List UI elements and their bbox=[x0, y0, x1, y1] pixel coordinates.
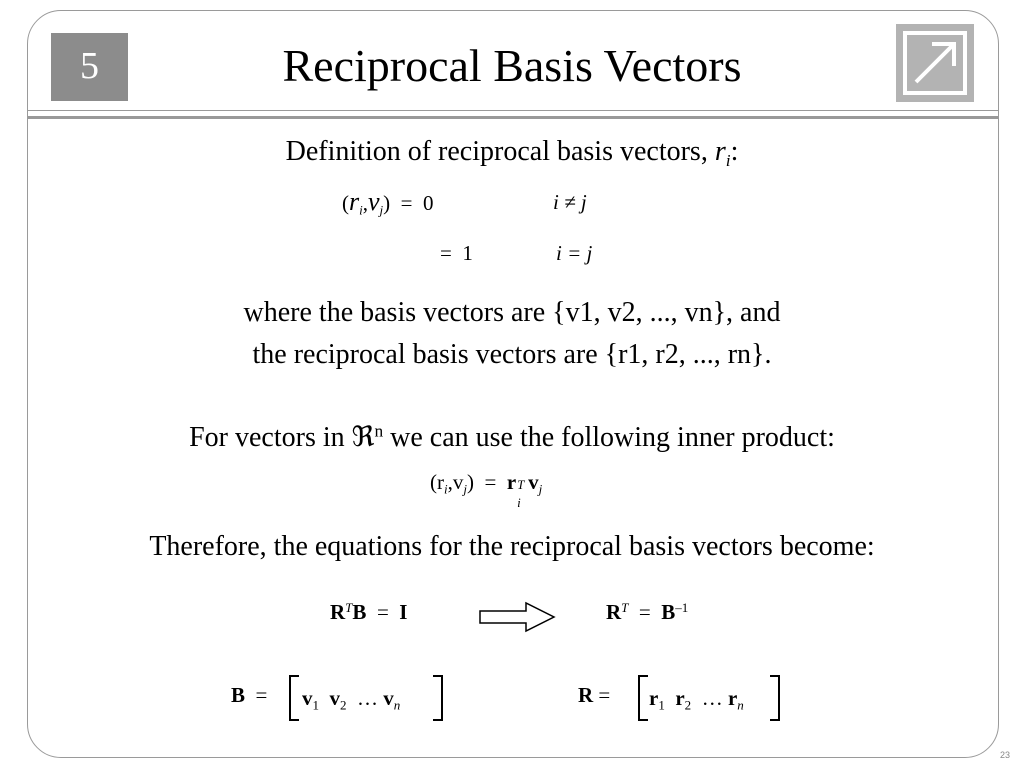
r-matrix-columns: $r_1$ $r_2$ … $r_n$ bbox=[649, 686, 744, 713]
equation-inner-product-transpose: $(r_i,v_j) = r$ T i $v_j$ bbox=[430, 470, 543, 510]
chapter-number-badge: 5 bbox=[51, 33, 128, 101]
rn-line-prefix: For vectors in bbox=[189, 422, 352, 453]
b-matrix-columns: $v_1$ $v_2$ … $v_n$ bbox=[302, 686, 401, 713]
definition-line bbox=[0, 136, 1024, 171]
right-arrow-icon bbox=[478, 600, 558, 634]
rn-superscript: n bbox=[374, 421, 384, 441]
eq1-condition: i ≠ j bbox=[553, 190, 587, 214]
eq2-condition: i = j bbox=[556, 241, 593, 265]
equation-r-matrix: R = bbox=[578, 683, 611, 707]
eq1-value: 0 bbox=[423, 191, 434, 215]
therefore-line: Therefore, the equations for the reciprocal basis vectors become: bbox=[149, 531, 875, 562]
slide-title: Reciprocal Basis Vectors bbox=[282, 40, 742, 91]
equation-rt-inverse: $R^T = B^{-1}$ bbox=[606, 600, 689, 625]
equation-inner-product-zero: $(r_i,v_j) = 0$ bbox=[342, 187, 434, 218]
real-numbers-symbol: ℜ bbox=[351, 422, 375, 453]
r-matrix-right-bracket bbox=[770, 675, 780, 721]
b-matrix-left-bracket bbox=[289, 675, 299, 721]
definition-symbol: r bbox=[714, 136, 726, 167]
b-matrix-right-bracket bbox=[433, 675, 443, 721]
basis-vectors-line: where the basis vectors are {v1, v2, ..., vn}, and bbox=[243, 297, 781, 328]
arrow-up-right-icon bbox=[896, 24, 974, 102]
definition-subscript: i bbox=[725, 151, 731, 171]
slide-frame bbox=[27, 10, 999, 758]
definition-text: Definition of reciprocal basis vectors, bbox=[285, 136, 715, 167]
rn-inner-product-line bbox=[0, 420, 1024, 454]
equation-rtb-identity: $R^TB = I$ bbox=[330, 600, 408, 625]
title-rule-thin bbox=[28, 110, 998, 111]
rn-line-suffix: we can use the following inner product: bbox=[383, 422, 835, 453]
reciprocal-vectors-line: the reciprocal basis vectors are {r1, r2, ..., rn}. bbox=[252, 339, 772, 370]
next-slide-button[interactable] bbox=[896, 24, 974, 102]
eq2-value: 1 bbox=[462, 241, 473, 265]
equation-b-matrix: B = bbox=[231, 683, 268, 707]
equation-inner-product-one: = 1 bbox=[440, 241, 473, 265]
definition-colon: : bbox=[730, 136, 739, 167]
r-matrix-left-bracket bbox=[638, 675, 648, 721]
title-rule-thick bbox=[28, 116, 998, 119]
page-number: 23 bbox=[999, 750, 1010, 760]
